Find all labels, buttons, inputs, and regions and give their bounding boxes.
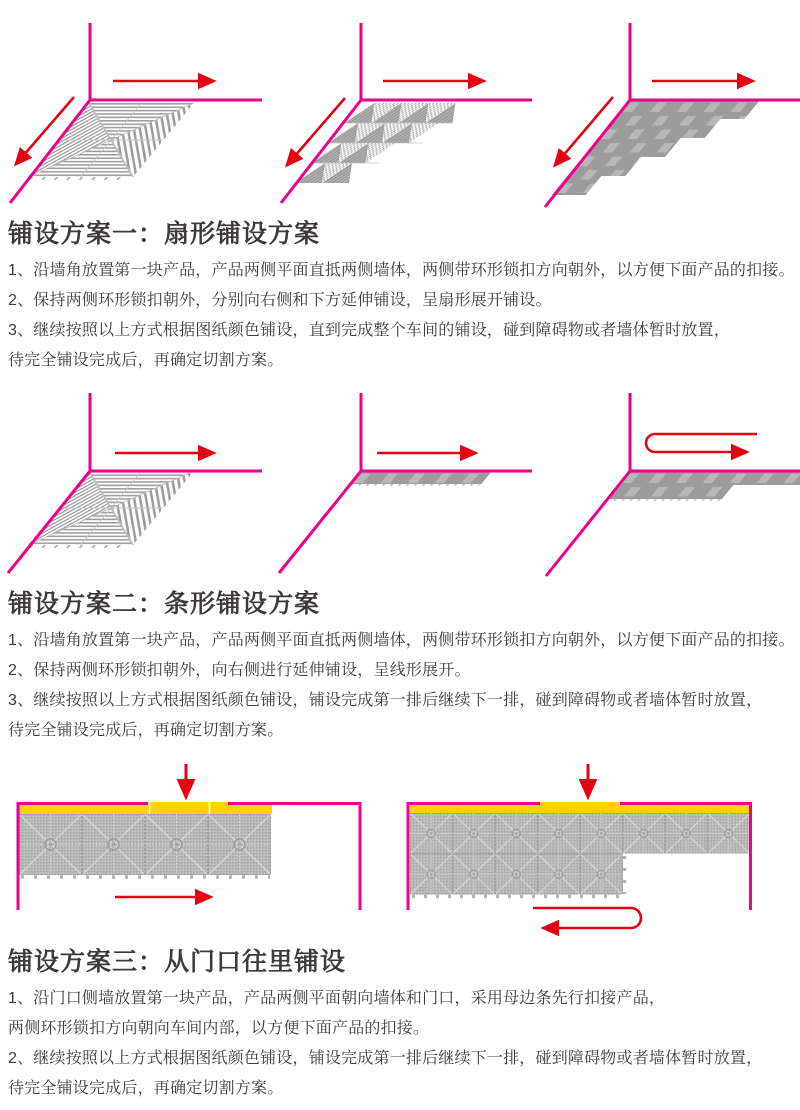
scheme2-step2-diagram: [279, 393, 532, 573]
scheme2-step3-diagram: [546, 393, 800, 576]
instruction-line: 3、继续按照以上方式根据图纸颜色铺设，铺设完成第一排后继续下一排，碰到障碍物或者墙体暂时放置，: [8, 692, 763, 709]
scheme2-instructions: [8, 626, 796, 746]
scheme1-step2-diagram: [281, 23, 532, 203]
edge-strip-door: [540, 802, 620, 813]
instruction-line: 两侧环形锁扣方向朝向车间内部，以方便下面产品的扣接。: [8, 1020, 430, 1037]
fan-tile-block: [27, 103, 194, 179]
scheme1-diagrams: [0, 0, 800, 215]
instruction-line: 2、继续按照以上方式根据图纸颜色铺设，铺设完成第一排后继续下一排，碰到障碍物或者墙体暂时放置，: [8, 1050, 763, 1067]
instruction-line: 待完全铺设完成后，再确定切割方案。: [8, 722, 284, 739]
scheme2-section: [8, 588, 796, 746]
scheme1-heading: 铺设方案一：扇形铺设方案: [8, 220, 321, 248]
scheme2-diagrams: [0, 385, 800, 580]
scheme3-step2-diagram: [408, 764, 751, 928]
scheme3-instructions: [8, 984, 796, 1104]
fan-tile-block: [27, 471, 194, 547]
tile-rows: [605, 471, 800, 500]
scheme1-section: [8, 218, 796, 376]
scheme3-diagrams: [0, 758, 800, 940]
scheme1-step1-diagram: [10, 23, 262, 203]
tile-row: [19, 814, 271, 875]
instruction-line: 待完全铺设完成后，再确定切割方案。: [8, 1080, 284, 1097]
scheme3-step1-diagram: [18, 764, 360, 910]
scheme3-heading: 铺设方案三：从门口往里铺设: [8, 948, 347, 976]
scheme1-step3-diagram: [545, 23, 800, 207]
instruction-line: 2、保持两侧环形锁扣朝外，向右侧进行延伸铺设，呈线形展开。: [8, 662, 471, 679]
tile-strip: [349, 471, 492, 485]
instruction-line: 1、沿墙角放置第一块产品，产品两侧平面直抵两侧墙体，两侧带环形锁扣方向朝外，以方便下面产品的扣接。: [8, 632, 795, 649]
scheme3-section: [8, 946, 796, 1104]
tile-row-2: [410, 854, 623, 895]
scheme2-heading: 铺设方案二：条形铺设方案: [8, 590, 321, 618]
instruction-line: 2、保持两侧环形锁扣朝外，分别向右侧和下方延伸铺设，呈扇形展开铺设。: [8, 292, 552, 309]
u-turn-left-arrow-icon: [533, 908, 641, 928]
tile-row-1: [410, 813, 750, 854]
scheme2-step1-diagram: [8, 393, 262, 573]
fan-triangle-rows: [295, 103, 469, 183]
instruction-line: 3、继续按照以上方式根据图纸颜色铺设，直到完成整个车间的铺设，碰到障碍物或者墙体暂时放置，: [8, 322, 730, 339]
instruction-line: 1、沿墙角放置第一块产品，产品两侧平面直抵两侧墙体，两侧带环形锁扣方向朝外，以方便下面产品的扣接。: [8, 262, 795, 279]
instruction-line: 1、沿门口侧墙放置第一块产品，产品两侧平面朝向墙体和门口，采用母边条先行扣接产品，: [8, 990, 666, 1007]
edge-strip: [19, 805, 272, 814]
u-turn-right-arrow-icon: [646, 434, 757, 452]
scheme1-instructions: [8, 256, 796, 376]
checker-staircase-block: [552, 100, 760, 195]
edge-strip-door: [148, 802, 228, 814]
instruction-line: 待完全铺设完成后，再确定切割方案。: [8, 352, 284, 369]
